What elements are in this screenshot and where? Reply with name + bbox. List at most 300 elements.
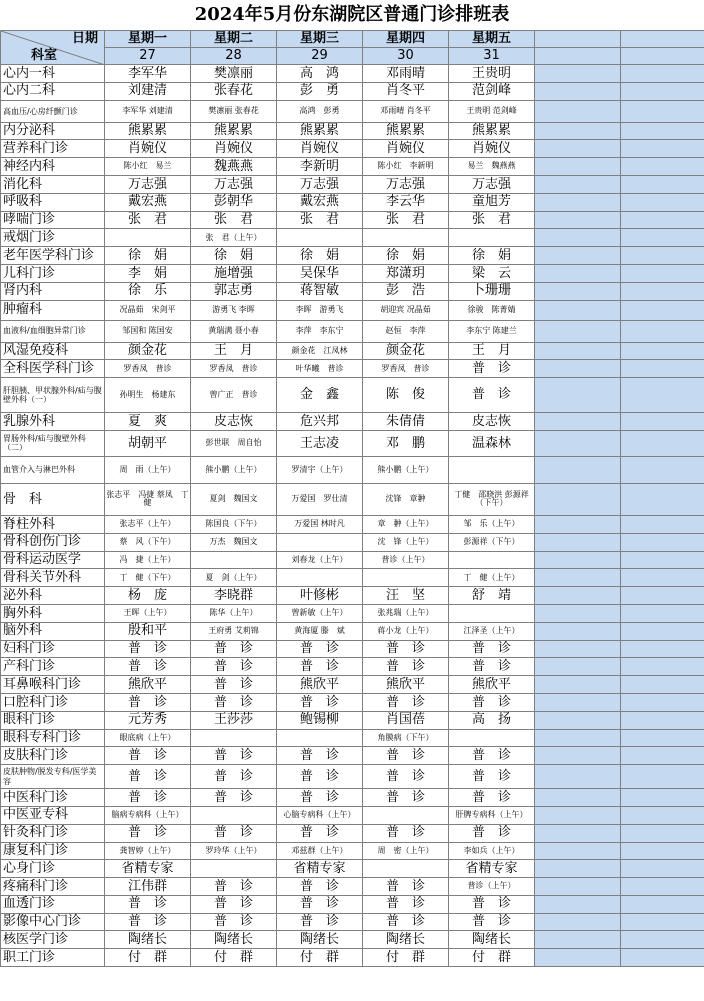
- empty-cell: [535, 360, 621, 378]
- schedule-cell: 付 群: [277, 949, 363, 967]
- empty-cell: [621, 140, 704, 158]
- table-row: [1, 789, 704, 807]
- empty-cell: [535, 842, 621, 860]
- day-header: 星期五: [449, 31, 535, 48]
- schedule-cell: 省精专家: [105, 860, 191, 878]
- table-row: [1, 842, 704, 860]
- schedule-cell: [277, 533, 363, 551]
- dept-name: 骨科关节外科: [1, 569, 105, 587]
- empty-cell: [535, 729, 621, 747]
- schedule-cell: 王贵明: [449, 65, 535, 83]
- schedule-cell: 张 君: [191, 211, 277, 229]
- empty-cell: [621, 806, 704, 824]
- schedule-cell: [191, 551, 277, 569]
- empty-cell: [535, 122, 621, 140]
- dept-name: 内分泌科: [1, 122, 105, 140]
- schedule-cell: 徐骏 陈菁婧: [449, 300, 535, 320]
- schedule-cell: 普 诊: [449, 824, 535, 842]
- schedule-cell: 普 诊: [363, 693, 449, 711]
- empty-cell: [535, 430, 621, 456]
- empty-cell: [535, 747, 621, 765]
- date-header: 27: [105, 48, 191, 65]
- empty-cell: [621, 483, 704, 515]
- schedule-cell: 沈 锋（上午）: [363, 533, 449, 551]
- schedule-cell: 章 翀（上午）: [363, 515, 449, 533]
- table-row: [1, 551, 704, 569]
- schedule-cell: 罗香凤 普诊: [363, 360, 449, 378]
- empty-cell: [621, 122, 704, 140]
- empty-cell: [621, 604, 704, 622]
- empty-cell: [621, 860, 704, 878]
- schedule-cell: 普 诊: [449, 378, 535, 413]
- dept-name: 胸外科: [1, 604, 105, 622]
- schedule-cell: 罗香凤 普诊: [105, 360, 191, 378]
- schedule-cell: 肖婉仪: [449, 140, 535, 158]
- table-row: [1, 604, 704, 622]
- schedule-cell: 普 诊: [363, 878, 449, 896]
- empty-header-cell: [621, 31, 704, 48]
- schedule-cell: 夏剑 魏国文: [191, 483, 277, 515]
- schedule-cell: 李东宁 陈建兰: [449, 320, 535, 342]
- schedule-cell: 肖婉仪: [363, 140, 449, 158]
- empty-cell: [621, 320, 704, 342]
- schedule-cell: 熊累累: [191, 122, 277, 140]
- table-row: [1, 676, 704, 694]
- schedule-cell: [105, 229, 191, 247]
- schedule-cell: 赵恒 李萍: [363, 320, 449, 342]
- schedule-cell: 万志强: [363, 175, 449, 193]
- schedule-cell: 黄瑞满 聂小春: [191, 320, 277, 342]
- schedule-cell: 邓 鹏: [363, 430, 449, 456]
- table-row: [1, 282, 704, 300]
- schedule-cell: 徐 娟: [277, 247, 363, 265]
- schedule-cell: 王莎莎: [191, 711, 277, 729]
- table-row: [1, 158, 704, 176]
- schedule-cell: 张春花: [191, 82, 277, 100]
- schedule-cell: 熊累累: [105, 122, 191, 140]
- schedule-cell: 颜金花: [105, 342, 191, 360]
- schedule-cell: 冯 捷（上午）: [105, 551, 191, 569]
- schedule-cell: 温森林: [449, 430, 535, 456]
- schedule-cell: 普 诊: [449, 693, 535, 711]
- schedule-cell: 李萍 李东宁: [277, 320, 363, 342]
- schedule-cell: 曾新敏（上午）: [277, 604, 363, 622]
- schedule-cell: 郭志勇: [191, 282, 277, 300]
- schedule-cell: 李新明: [277, 158, 363, 176]
- empty-cell: [535, 65, 621, 83]
- schedule-cell: 普 诊: [449, 913, 535, 931]
- empty-cell: [535, 789, 621, 807]
- empty-cell: [535, 282, 621, 300]
- empty-cell: [621, 551, 704, 569]
- schedule-cell: 普 诊: [449, 789, 535, 807]
- schedule-cell: [449, 229, 535, 247]
- schedule-table: [0, 30, 704, 967]
- empty-cell: [535, 342, 621, 360]
- schedule-cell: 李晓群: [191, 587, 277, 605]
- schedule-cell: 黄海厦 滕 斌: [277, 622, 363, 640]
- schedule-cell: 省精专家: [277, 860, 363, 878]
- schedule-cell: 杨 庞: [105, 587, 191, 605]
- schedule-cell: 普 诊: [363, 658, 449, 676]
- table-row: [1, 300, 704, 320]
- schedule-cell: 普 诊: [363, 895, 449, 913]
- schedule-cell: 普诊（上午）: [363, 551, 449, 569]
- schedule-cell: 普 诊: [277, 747, 363, 765]
- dept-name: 骨科运动医学: [1, 551, 105, 569]
- table-row: [1, 122, 704, 140]
- empty-cell: [535, 806, 621, 824]
- schedule-cell: 普 诊: [363, 640, 449, 658]
- empty-cell: [621, 82, 704, 100]
- schedule-cell: 普 诊: [191, 789, 277, 807]
- schedule-cell: 普 诊: [105, 913, 191, 931]
- date-header: 30: [363, 48, 449, 65]
- dept-name: 皮肤科门诊: [1, 747, 105, 765]
- schedule-cell: 况晶茹 宋剑平: [105, 300, 191, 320]
- schedule-cell: 戴宏燕: [277, 193, 363, 211]
- table-row: [1, 483, 704, 515]
- dept-name: 影像中心门诊: [1, 913, 105, 931]
- schedule-cell: 张志平 冯捷 蔡凤 丁健: [105, 483, 191, 515]
- dept-name: 血液科/血细胞异常门诊: [1, 320, 105, 342]
- schedule-cell: 熊欣平: [449, 676, 535, 694]
- schedule-cell: 普 诊: [191, 878, 277, 896]
- table-row: [1, 658, 704, 676]
- empty-cell: [535, 264, 621, 282]
- empty-cell: [535, 413, 621, 431]
- empty-cell: [535, 515, 621, 533]
- header-row-dates: [1, 48, 704, 65]
- schedule-cell: 普 诊: [277, 789, 363, 807]
- schedule-cell: 吴保华: [277, 264, 363, 282]
- dept-name: 心身门诊: [1, 860, 105, 878]
- dept-name: 肝胆胰、甲状腺外科/疝与腹壁外科（一）: [1, 378, 105, 413]
- schedule-cell: 普 诊: [191, 658, 277, 676]
- table-row: [1, 193, 704, 211]
- schedule-cell: 徐 乐: [105, 282, 191, 300]
- schedule-cell: 魏燕燕: [191, 158, 277, 176]
- schedule-cell: 普 诊: [449, 640, 535, 658]
- schedule-cell: 万志强: [191, 175, 277, 193]
- schedule-cell: 万爱国 林时凡: [277, 515, 363, 533]
- schedule-cell: 沈锋 章翀: [363, 483, 449, 515]
- empty-cell: [621, 640, 704, 658]
- day-header: 星期一: [105, 31, 191, 48]
- dept-name: 消化科: [1, 175, 105, 193]
- empty-cell: [621, 378, 704, 413]
- table-row: [1, 140, 704, 158]
- table-row: [1, 860, 704, 878]
- corner-date-label: 日期: [71, 31, 98, 46]
- day-header: 星期四: [363, 31, 449, 48]
- table-row: [1, 895, 704, 913]
- schedule-cell: [449, 551, 535, 569]
- schedule-cell: 彭源祥（下午）: [449, 533, 535, 551]
- dept-name: 耳鼻喉科门诊: [1, 676, 105, 694]
- schedule-cell: 易兰 魏燕燕: [449, 158, 535, 176]
- dept-name: 眼科门诊: [1, 711, 105, 729]
- empty-cell: [535, 300, 621, 320]
- empty-cell: [621, 913, 704, 931]
- schedule-cell: 省精专家: [449, 860, 535, 878]
- dept-name: 风湿免疫科: [1, 342, 105, 360]
- schedule-cell: 邓雨晴: [363, 65, 449, 83]
- empty-cell: [621, 676, 704, 694]
- schedule-cell: 危兴邦: [277, 413, 363, 431]
- empty-cell: [621, 456, 704, 483]
- schedule-cell: 万杰 魏国文: [191, 533, 277, 551]
- schedule-cell: 徐 娟: [105, 247, 191, 265]
- dept-name: 肿瘤科: [1, 300, 105, 320]
- schedule-cell: 彭世联 周自怡: [191, 430, 277, 456]
- schedule-cell: 普 诊: [191, 676, 277, 694]
- schedule-cell: 普 诊: [449, 360, 535, 378]
- schedule-cell: 彭 浩: [363, 282, 449, 300]
- schedule-cell: 李军华 刘建清: [105, 100, 191, 122]
- schedule-cell: 罗玲华（上午）: [191, 842, 277, 860]
- schedule-cell: 普 诊: [105, 824, 191, 842]
- schedule-cell: 熊欣平: [105, 676, 191, 694]
- schedule-cell: 张 君: [363, 211, 449, 229]
- empty-cell: [535, 378, 621, 413]
- empty-cell: [621, 747, 704, 765]
- date-header: 31: [449, 48, 535, 65]
- table-row: [1, 533, 704, 551]
- dept-name: 高血压/心房纤颤门诊: [1, 100, 105, 122]
- dept-name: 肾内科: [1, 282, 105, 300]
- empty-cell: [535, 931, 621, 949]
- schedule-cell: 万志强: [277, 175, 363, 193]
- schedule-cell: 蔡 风（下午）: [105, 533, 191, 551]
- schedule-cell: 普 诊: [449, 747, 535, 765]
- schedule-cell: 邹国和 陈国安: [105, 320, 191, 342]
- schedule-cell: 付 群: [191, 949, 277, 967]
- schedule-cell: 普 诊: [363, 747, 449, 765]
- schedule-cell: 万爱国 罗仕清: [277, 483, 363, 515]
- table-row: [1, 175, 704, 193]
- schedule-cell: 熊累累: [449, 122, 535, 140]
- empty-cell: [621, 175, 704, 193]
- schedule-cell: 普 诊: [449, 895, 535, 913]
- schedule-cell: 普 诊: [191, 747, 277, 765]
- schedule-cell: 陶绪长: [105, 931, 191, 949]
- dept-name: 呼吸科: [1, 193, 105, 211]
- schedule-cell: 彭 勇: [277, 82, 363, 100]
- schedule-cell: 胡朝平: [105, 430, 191, 456]
- table-row: [1, 622, 704, 640]
- schedule-cell: [449, 729, 535, 747]
- dept-name: 骨科创伤门诊: [1, 533, 105, 551]
- page-title: 2024年5月份东湖院区普通门诊排班表: [194, 4, 510, 25]
- schedule-cell: 罗清宇（上午）: [277, 456, 363, 483]
- table-row: [1, 320, 704, 342]
- empty-cell: [535, 587, 621, 605]
- schedule-cell: 江泽圣（上午）: [449, 622, 535, 640]
- empty-cell: [535, 533, 621, 551]
- empty-cell: [621, 587, 704, 605]
- date-header: 28: [191, 48, 277, 65]
- schedule-cell: 普 诊: [191, 895, 277, 913]
- table-row: [1, 413, 704, 431]
- empty-cell: [535, 320, 621, 342]
- empty-cell: [535, 193, 621, 211]
- schedule-cell: 蒋智敏: [277, 282, 363, 300]
- schedule-cell: 心脑专病科（上午）: [277, 806, 363, 824]
- schedule-cell: 张 君: [449, 211, 535, 229]
- empty-header-cell: [535, 48, 621, 65]
- schedule-cell: 普 诊: [277, 895, 363, 913]
- empty-cell: [621, 842, 704, 860]
- empty-cell: [621, 895, 704, 913]
- dept-name: 哮喘门诊: [1, 211, 105, 229]
- schedule-cell: 孙明生 杨建东: [105, 378, 191, 413]
- schedule-cell: 王府勇 艾莉锦: [191, 622, 277, 640]
- schedule-cell: 颜金花 江凤林: [277, 342, 363, 360]
- schedule-cell: 普 诊: [191, 913, 277, 931]
- schedule-cell: 普 诊: [363, 913, 449, 931]
- schedule-cell: 普 诊: [363, 789, 449, 807]
- empty-cell: [621, 789, 704, 807]
- table-row: [1, 211, 704, 229]
- schedule-cell: 江伟群: [105, 878, 191, 896]
- schedule-cell: 普诊（上午）: [449, 878, 535, 896]
- corner-cell: [1, 31, 105, 65]
- schedule-cell: 角膜病（下午）: [363, 729, 449, 747]
- schedule-cell: 普 诊: [105, 765, 191, 789]
- empty-cell: [621, 300, 704, 320]
- empty-cell: [535, 658, 621, 676]
- schedule-cell: 殷和平: [105, 622, 191, 640]
- dept-name: 骨 科: [1, 483, 105, 515]
- schedule-cell: 戴宏燕: [105, 193, 191, 211]
- table-row: [1, 515, 704, 533]
- schedule-cell: 元芳秀: [105, 711, 191, 729]
- table-row: [1, 765, 704, 789]
- schedule-cell: 熊累累: [277, 122, 363, 140]
- schedule-cell: 张兆瑞（上午）: [363, 604, 449, 622]
- table-row: [1, 82, 704, 100]
- table-row: [1, 806, 704, 824]
- schedule-cell: 邓雨晴 肖冬平: [363, 100, 449, 122]
- dept-name: 康复科门诊: [1, 842, 105, 860]
- schedule-cell: 普 诊: [449, 765, 535, 789]
- schedule-cell: 叶华曦 普诊: [277, 360, 363, 378]
- schedule-cell: 蒋小龙（上午）: [363, 622, 449, 640]
- schedule-cell: 肖婉仪: [277, 140, 363, 158]
- empty-header-cell: [535, 31, 621, 48]
- schedule-cell: 陶绪长: [191, 931, 277, 949]
- empty-cell: [621, 949, 704, 967]
- schedule-cell: 普 诊: [191, 640, 277, 658]
- schedule-cell: 李云华: [363, 193, 449, 211]
- schedule-cell: 肖国蓓: [363, 711, 449, 729]
- schedule-cell: 普 诊: [449, 658, 535, 676]
- schedule-cell: 王 月: [191, 342, 277, 360]
- schedule-cell: 邓兹群（上午）: [277, 842, 363, 860]
- schedule-cell: 普 诊: [363, 824, 449, 842]
- schedule-cell: 罗香凤 普诊: [191, 360, 277, 378]
- dept-name: 泌外科: [1, 587, 105, 605]
- table-row: [1, 229, 704, 247]
- dept-name: 老年医学科门诊: [1, 247, 105, 265]
- schedule-cell: 付 群: [363, 949, 449, 967]
- schedule-cell: 丁 健（下午）: [105, 569, 191, 587]
- dept-name: 口腔科门诊: [1, 693, 105, 711]
- dept-name: 皮肤肿物/脱发专科/医学美容: [1, 765, 105, 789]
- schedule-cell: [449, 604, 535, 622]
- empty-cell: [535, 483, 621, 515]
- schedule-cell: 万志强: [105, 175, 191, 193]
- schedule-cell: 普 诊: [105, 658, 191, 676]
- schedule-cell: 眼底病（上午）: [105, 729, 191, 747]
- day-header: 星期二: [191, 31, 277, 48]
- schedule-cell: 叶修彬: [277, 587, 363, 605]
- dept-name: 心内一科: [1, 65, 105, 83]
- table-row: [1, 264, 704, 282]
- schedule-cell: [363, 806, 449, 824]
- empty-cell: [621, 100, 704, 122]
- schedule-cell: 周 雨（上午）: [105, 456, 191, 483]
- schedule-cell: 王 月: [449, 342, 535, 360]
- schedule-cell: 熊小鹏（上午）: [191, 456, 277, 483]
- schedule-cell: 普 诊: [105, 747, 191, 765]
- dept-name: 乳腺外科: [1, 413, 105, 431]
- empty-cell: [621, 264, 704, 282]
- dept-name: 产科门诊: [1, 658, 105, 676]
- empty-cell: [621, 413, 704, 431]
- empty-cell: [535, 860, 621, 878]
- schedule-cell: [277, 569, 363, 587]
- empty-cell: [621, 247, 704, 265]
- schedule-cell: 鲍锡柳: [277, 711, 363, 729]
- schedule-cell: [191, 860, 277, 878]
- schedule-cell: 普 诊: [277, 878, 363, 896]
- schedule-cell: 徐 娟: [191, 247, 277, 265]
- empty-cell: [621, 342, 704, 360]
- schedule-cell: 普 诊: [363, 765, 449, 789]
- table-row: [1, 747, 704, 765]
- table-row: [1, 100, 704, 122]
- schedule-cell: 熊欣平: [363, 676, 449, 694]
- empty-cell: [621, 824, 704, 842]
- schedule-cell: [363, 229, 449, 247]
- schedule-cell: 普 诊: [277, 765, 363, 789]
- schedule-cell: 舒 靖: [449, 587, 535, 605]
- empty-cell: [621, 158, 704, 176]
- schedule-cell: [191, 806, 277, 824]
- schedule-cell: 梁 云: [449, 264, 535, 282]
- empty-cell: [621, 282, 704, 300]
- table-row: [1, 949, 704, 967]
- empty-cell: [535, 676, 621, 694]
- empty-cell: [535, 551, 621, 569]
- dept-name: 戒烟门诊: [1, 229, 105, 247]
- empty-cell: [621, 211, 704, 229]
- schedule-cell: 陈小红 李新明: [363, 158, 449, 176]
- empty-cell: [621, 765, 704, 789]
- schedule-cell: 熊累累: [363, 122, 449, 140]
- table-row: [1, 913, 704, 931]
- empty-header-cell: [621, 48, 704, 65]
- table-row: [1, 430, 704, 456]
- table-row: [1, 65, 704, 83]
- empty-cell: [535, 140, 621, 158]
- empty-cell: [535, 456, 621, 483]
- table-row: [1, 640, 704, 658]
- empty-cell: [621, 878, 704, 896]
- schedule-cell: 彭朝华: [191, 193, 277, 211]
